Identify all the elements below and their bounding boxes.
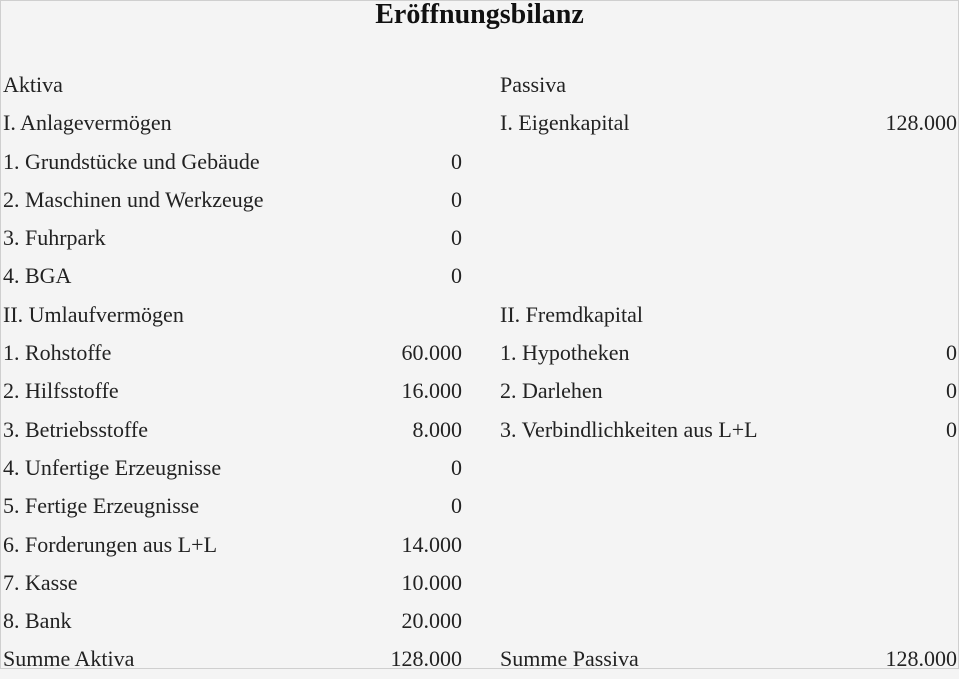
- aktiva-label: 1. Rohstoffe: [3, 340, 112, 366]
- aktiva-label: 7. Kasse: [3, 569, 78, 595]
- balance-row: [0, 104, 959, 142]
- balance-row: [0, 257, 959, 295]
- passiva-value: 0: [946, 378, 957, 404]
- aktiva-value: 0: [451, 225, 462, 251]
- aktiva-label: 6. Forderungen aus L+L: [3, 531, 218, 557]
- aktiva-value: 14.000: [401, 531, 462, 557]
- balance-row: [0, 296, 959, 334]
- aktiva-label: II. Umlaufvermögen: [3, 301, 184, 327]
- aktiva-value: 0: [451, 493, 462, 519]
- aktiva-label: 2. Hilfsstoffe: [3, 378, 119, 404]
- passiva-label: 2. Darlehen: [500, 378, 603, 404]
- passiva-value: 128.000: [885, 110, 957, 136]
- aktiva-label: 3. Betriebsstoffe: [3, 416, 149, 442]
- aktiva-label: Aktiva: [3, 72, 63, 97]
- passiva-label: Passiva: [500, 72, 566, 97]
- passiva-value: 0: [946, 340, 957, 366]
- aktiva-value: 16.000: [401, 378, 462, 404]
- balance-row: [0, 411, 959, 449]
- balance-sheet: [0, 66, 959, 679]
- aktiva-label: 8. Bank: [3, 608, 72, 634]
- aktiva-value: 8.000: [412, 416, 462, 442]
- balance-row: [0, 219, 959, 257]
- aktiva-value: 10.000: [401, 569, 462, 595]
- aktiva-label: 2. Maschinen und Werkzeuge: [3, 186, 264, 212]
- balance-row: [0, 602, 959, 640]
- aktiva-label: I. Anlagevermögen: [3, 110, 172, 136]
- balance-row: [0, 334, 959, 372]
- aktiva-label: 5. Fertige Erzeugnisse: [3, 493, 200, 519]
- aktiva-value: 0: [451, 186, 462, 212]
- balance-row: [0, 449, 959, 487]
- summe-passiva-value: 128.000: [885, 646, 957, 672]
- balance-row: [0, 487, 959, 525]
- aktiva-label: 1. Grundstücke und Gebäude: [3, 148, 260, 174]
- summe-aktiva-label: Summe Aktiva: [3, 646, 135, 672]
- balance-row: [0, 564, 959, 602]
- aktiva-value: 60.000: [401, 340, 462, 366]
- aktiva-value: 0: [451, 263, 462, 289]
- summe-passiva-label: Summe Passiva: [500, 646, 639, 672]
- balance-row: [0, 66, 959, 104]
- summe-aktiva-value: 128.000: [390, 646, 462, 672]
- passiva-label: I. Eigenkapital: [500, 110, 630, 136]
- balance-row: [0, 526, 959, 564]
- aktiva-label: 4. Unfertige Erzeugnisse: [3, 454, 222, 480]
- passiva-label: 1. Hypotheken: [500, 340, 630, 366]
- passiva-label: II. Fremdkapital: [500, 301, 643, 327]
- document-title: Eröffnungsbilanz: [375, 0, 584, 30]
- passiva-value: 0: [946, 416, 957, 442]
- aktiva-label: 3. Fuhrpark: [3, 225, 106, 251]
- aktiva-value: 20.000: [401, 608, 462, 634]
- balance-row: [0, 372, 959, 410]
- aktiva-value: 0: [451, 148, 462, 174]
- balance-row: [0, 143, 959, 181]
- aktiva-label: 4. BGA: [3, 263, 72, 289]
- aktiva-value: 0: [451, 454, 462, 480]
- balance-row: [0, 181, 959, 219]
- passiva-label: 3. Verbindlichkeiten aus L+L: [500, 416, 758, 442]
- balance-total-row: [0, 640, 959, 678]
